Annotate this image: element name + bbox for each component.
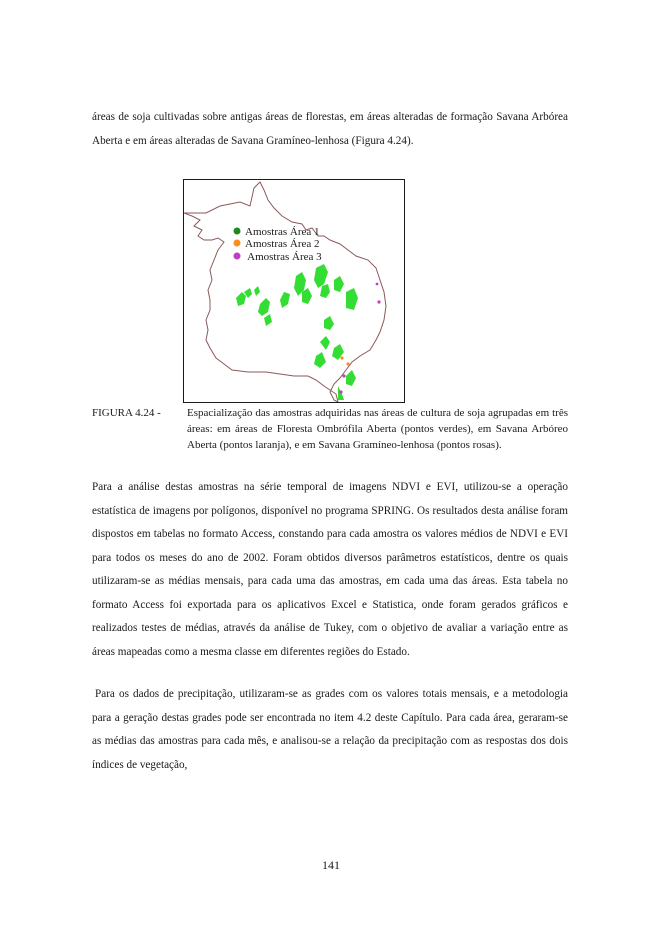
paragraph-precipitation: Para os dados de precipitação, utilizaram-se as grades com os valores totais mensais, e a metodologia para a geração destas grades pode ser encontrada no item 4.2 deste Capítulo. Para cada área, geraram-se as médias das amostras para cada mês, e analisou-se a relação da precipitação com as respostas dos dois índices de vegetação, [92,688,568,771]
samples-area1 [236,264,358,400]
legend [234,226,323,263]
caption-label: FIGURA 4.24 - [92,407,161,419]
figure-caption [92,405,568,453]
legend-marker-area2 [234,240,241,247]
legend-marker-area3 [234,253,241,260]
state-boundary [184,182,386,402]
legend-label-area2: Amostras Área 2 [245,238,320,250]
legend-label-area3: Amostras Área 3 [245,251,322,263]
map-svg [184,180,404,402]
paragraph-intro: áreas de soja cultivadas sobre antigas áreas de florestas, em áreas alteradas de formação Savana Arbórea Aberta e em áreas alteradas de Savana Gramíneo-lenhosa (Figura 4.24). [92,111,568,147]
caption-text: Espacialização das amostras adquiridas nas áreas de cultura de soja agrupadas em três áreas: em áreas de Floresta Ombrófila Aberta (pontos verdes), em Savana Arbóreo Aberta (pontos laranja), e em Savana Gramíneo-lenhosa (pontos rosas). [187,407,568,451]
page-number: 141 [322,858,340,872]
paragraph-analysis: Para a análise destas amostras na série temporal de imagens NDVI e EVI, utilizou-se a operação estatística de imagens por polígonos, disponível no programa SPRING. Os resultados desta análise foram dispostos em tabelas no formato Access, constando para cada amostra os valores médios de NDVI e EVI para todos os meses do ano de 2002. Foram obtidos diversos parâmetros estatísticos, dentre os quais utilizaram-se as médias mensais, para cada uma das amostras, em cada uma das áreas. Esta tabela no formato Access foi exportada para os aplicativos Excel e Statistica, onde foram gerados gráficos e realizados testes de médias, através da análise de Tukey, com o objetivo de avaliar a variação entre as áreas mapeadas como a mesma classe em diferentes regiões do Estado. [92,481,568,658]
samples-area3 [339,283,380,394]
legend-marker-area1 [234,228,241,235]
legend-label-area1: Amostras Área 1 [245,226,320,238]
samples-area2 [340,356,349,365]
figure-map [183,179,405,403]
